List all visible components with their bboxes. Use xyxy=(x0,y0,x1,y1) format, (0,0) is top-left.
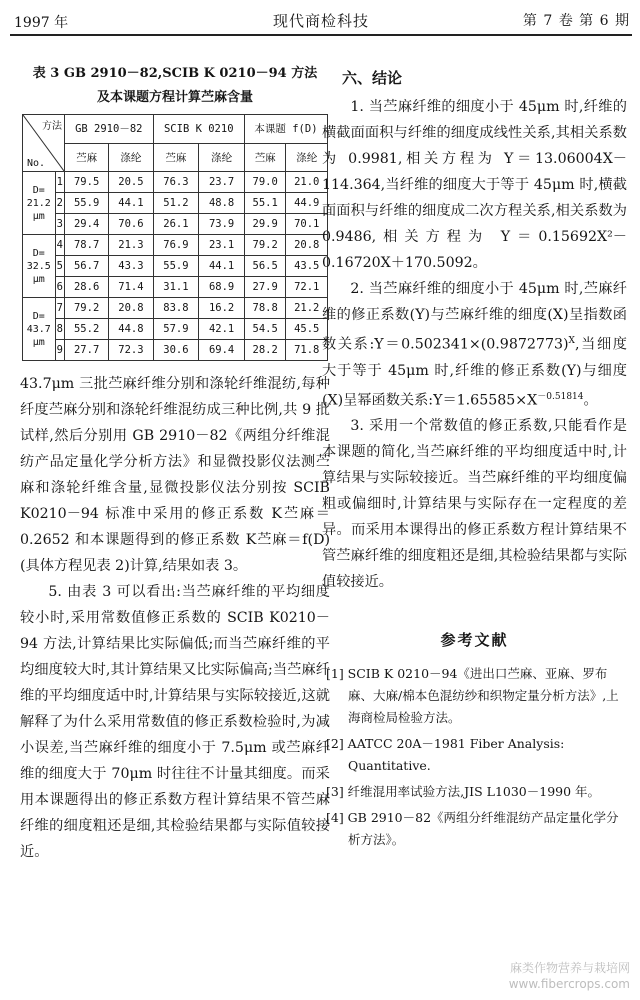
table-cell: 83.8 xyxy=(153,298,199,319)
header-year: 1997 年 xyxy=(14,15,69,31)
table-row xyxy=(23,235,328,256)
table-cell: 43.3 xyxy=(109,256,153,277)
table-cell: 23.1 xyxy=(199,235,245,256)
row-number: 7 xyxy=(55,298,64,319)
table-cell: 76.9 xyxy=(153,235,199,256)
reference-item: [3] 纤维混用率试验方法,JIS L1030－1990 年。 xyxy=(326,784,601,800)
row-number: 3 xyxy=(55,214,64,235)
table-cell: 42.1 xyxy=(199,319,245,340)
table-cell: 21.0 xyxy=(286,172,328,193)
watermark xyxy=(509,960,630,992)
table-cell: 44.1 xyxy=(199,256,245,277)
table-cell: 78.7 xyxy=(64,235,108,256)
subhead-ramie: 苎麻 xyxy=(244,143,286,172)
table-row xyxy=(23,256,328,277)
reference-item: [4] GB 2910－82《两组分纤维混纺产品定量化学分析方法》。 xyxy=(326,810,619,848)
exponent: －0.51814 xyxy=(537,391,584,402)
row-number: 6 xyxy=(55,277,64,298)
conclusion-2 xyxy=(322,276,627,413)
table-row xyxy=(23,277,328,298)
table-cell: 54.5 xyxy=(244,319,286,340)
page-header xyxy=(10,4,632,36)
conclusion-1: 1. 当苎麻纤维的细度小于 45μm 时,纤维的横截面面积与纤维的细度成线性关系,其相关系数为 0.9981,相关方程为 Y＝13.06004X－114.364,当纤维的细度大于等于 45μm 时,横截面面积与纤维的细度成二次方程关系,相关系数为 0.9486,相关方程为 Y＝0.15692X²－0.16720X＋170.5092。 xyxy=(322,99,627,271)
section-title-conclusion: 六、结论 xyxy=(342,69,403,87)
table-caption-line2: 及本课题方程计算苎麻含量 xyxy=(96,90,253,105)
table-cell: 71.4 xyxy=(109,277,153,298)
row-number: 2 xyxy=(55,193,64,214)
results-table xyxy=(22,114,328,361)
header-issue: 第 7 卷 第 6 期 xyxy=(522,13,630,29)
table-cell: 48.8 xyxy=(199,193,245,214)
subhead-ramie: 苎麻 xyxy=(64,143,108,172)
table-row xyxy=(23,298,328,319)
fineness-group-label: D= 21.2 μm xyxy=(23,172,56,235)
table-cell: 78.8 xyxy=(244,298,286,319)
table-cell: 76.3 xyxy=(153,172,199,193)
table-cell: 70.6 xyxy=(109,214,153,235)
exponent: X xyxy=(568,336,575,346)
row-number: 9 xyxy=(55,340,64,361)
table-cell: 21.2 xyxy=(286,298,328,319)
results-table-body xyxy=(23,172,328,361)
header-journal-title: 现代商检科技 xyxy=(272,12,369,30)
table-cell: 71.8 xyxy=(286,340,328,361)
table-cell: 79.0 xyxy=(244,172,286,193)
table-cell: 29.4 xyxy=(64,214,108,235)
table-cell: 51.2 xyxy=(153,193,199,214)
right-column xyxy=(322,62,627,855)
fineness-group-label: D= 43.7 μm xyxy=(23,298,56,361)
table-cell: 28.6 xyxy=(64,277,108,298)
table-cell: 79.2 xyxy=(64,298,108,319)
row-number: 4 xyxy=(55,235,64,256)
reference-item: [1] SCIB K 0210－94《进出口苎麻、亚麻、罗布麻、大麻/棉本色混纺纱和织物定量分析方法》,上海商检局检验方法。 xyxy=(326,666,619,726)
table-row xyxy=(23,193,328,214)
reference-item: [2] AATCC 20A－1981 Fiber Analysis: Quantitative. xyxy=(326,736,565,774)
body-paragraph: 43.7μm 三批苎麻纤维分别和涤轮纤维混纺,每种纤度苎麻分别和涤轮纤维混纺成三种比例,共 9 批试样,然后分别用 GB 2910－82《两组分纤维混纺产品定量化学分析方法》和显微投影仪法测苎麻和涤轮纤维含量,显微投影仪法分别按 SCIB K0210－94 标准中采用的修正系数 K苎麻＝0.2652 和本课题得到的修正系数 K苎麻＝f(D)(具体方程见表 2)计算,结果如表 3。 xyxy=(20,376,330,574)
body-paragraph: 5. 由表 3 可以看出:当苎麻纤维的平均细度较小时,采用常数值修正系数的 SCIB K0210－94 方法,计算结果比实际偏低;而当苎麻纤维的平均细度较大时,其计算结果又比实际偏高;当苎麻纤维的平均细度适中时,计算结果与实际较接近,这就解释了为什么采用常数值的修正系数检验时,为减小误差,当苎麻纤维的细度小于 7.5μm 或苎麻纤维的细度大于 70μm 时往往不计量其细度。而采用本课题得出的修正系数方程计算结果不管苎麻纤维的细度粗还是细,其检验结果都与实际值较接近。 xyxy=(20,584,330,860)
conclusion-3: 3. 采用一个常数值的修正系数,只能看作是本课题的简化,当苎麻纤维的平均细度适中时,计算结果与实际较接近。当苎麻纤维的平均细度偏粗或偏细时,计算结果与实际存在一定程度的差异。而采用本课得出的修正系数方程计算结果不管苎麻纤维的细度粗还是细,其检验结果都与实际值较接近。 xyxy=(322,418,627,591)
table-cell: 16.2 xyxy=(199,298,245,319)
subhead-polyester: 涤纶 xyxy=(109,143,153,172)
table-cell: 20.5 xyxy=(109,172,153,193)
table-cell: 30.6 xyxy=(153,340,199,361)
method-header-fd: 本课题 f(D) xyxy=(244,115,327,144)
table-cell: 26.1 xyxy=(153,214,199,235)
table-cell: 44.8 xyxy=(109,319,153,340)
table-cell: 55.9 xyxy=(64,193,108,214)
table-cell: 45.5 xyxy=(286,319,328,340)
row-number: 1 xyxy=(55,172,64,193)
subhead-ramie: 苎麻 xyxy=(153,143,199,172)
method-header-scib: SCIB K 0210 xyxy=(153,115,244,144)
table-cell: 28.2 xyxy=(244,340,286,361)
table-cell: 57.9 xyxy=(153,319,199,340)
corner-label-method: 方法 xyxy=(41,121,62,132)
table-cell: 56.5 xyxy=(244,256,286,277)
table-cell: 29.9 xyxy=(244,214,286,235)
table-cell: 27.7 xyxy=(64,340,108,361)
table-cell: 43.5 xyxy=(286,256,328,277)
references-list xyxy=(322,663,627,851)
table-row xyxy=(23,319,328,340)
table-cell: 69.4 xyxy=(199,340,245,361)
table-cell: 55.1 xyxy=(244,193,286,214)
table-cell: 27.9 xyxy=(244,277,286,298)
subhead-polyester: 涤纶 xyxy=(199,143,245,172)
table-row xyxy=(23,340,328,361)
table-cell: 70.1 xyxy=(286,214,328,235)
references-title: 参考文献 xyxy=(440,631,509,650)
row-number: 8 xyxy=(55,319,64,340)
table-cell: 20.8 xyxy=(109,298,153,319)
left-column xyxy=(20,62,330,865)
watermark-line1: 麻类作物营养与栽培网 xyxy=(509,961,630,975)
table-cell: 31.1 xyxy=(153,277,199,298)
table-cell: 20.8 xyxy=(286,235,328,256)
table-cell: 56.7 xyxy=(64,256,108,277)
table-cell: 55.9 xyxy=(153,256,199,277)
table-cell: 23.7 xyxy=(199,172,245,193)
fineness-group-label: D= 32.5 μm xyxy=(23,235,56,298)
conclusion-2-text: ,当细度大于等于 45μm 时,纤维的修正系数(Y)与细度(X)呈幂函数关系:Y＝1.65585×X xyxy=(322,336,627,409)
watermark-line2: www.fibercrops.com xyxy=(508,977,630,991)
table-cell: 72.3 xyxy=(109,340,153,361)
table-cell: 68.9 xyxy=(199,277,245,298)
row-number: 5 xyxy=(55,256,64,277)
corner-label-no: No. xyxy=(27,158,46,169)
table-cell: 55.2 xyxy=(64,319,108,340)
table-caption-line1: 表 3 GB 2910－82,SCIB K 0210－94 方法 xyxy=(32,66,318,81)
subhead-polyester: 涤纶 xyxy=(286,143,328,172)
table-row xyxy=(23,214,328,235)
table-row xyxy=(23,172,328,193)
table-cell: 21.3 xyxy=(109,235,153,256)
conclusion-2-text: 2. 当苎麻纤维的细度小于 45μm 时,苎麻纤维的修正系数(Y)与苎麻纤维的细度(X)呈指数函数关系:Y＝0.502341×(0.9872773) xyxy=(322,281,627,353)
table-cell: 79.2 xyxy=(244,235,286,256)
table-cell: 72.1 xyxy=(286,277,328,298)
table-cell: 79.5 xyxy=(64,172,108,193)
table-cell: 73.9 xyxy=(199,214,245,235)
table-cell: 44.1 xyxy=(109,193,153,214)
table-corner-header xyxy=(23,115,65,172)
conclusion-2-text: 。 xyxy=(583,392,598,409)
method-header-gb: GB 2910－82 xyxy=(64,115,153,144)
table-cell: 44.9 xyxy=(286,193,328,214)
